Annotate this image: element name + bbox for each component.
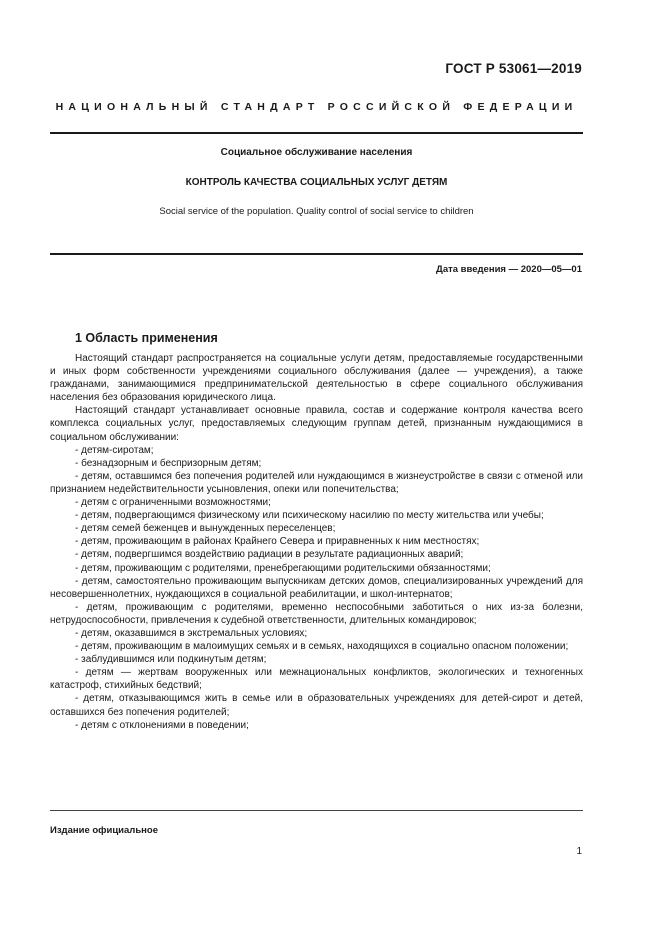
list-item: - детям с отклонениями в поведении; [75, 719, 249, 731]
list-item: - детям, проживающим в районах Крайнего Севера и приравненных к ним местностях; [75, 536, 480, 548]
official-edition-label: Издание официальное [50, 825, 158, 836]
title-divider [50, 253, 583, 255]
list-item: - детям, проживающим с родителями, временно неспособными заботиться о них из-за болезни, нетрудоспособности, привлечения к судебной ответственности, длительных командировок; [50, 601, 583, 626]
section-heading: 1 Область применения [75, 331, 218, 345]
list-item: - детям, отказывающимся жить в семье или в образовательных учреждениях для детей-сирот и детей, оставшихся без попечения родителей; [50, 693, 583, 718]
section-body [50, 352, 583, 732]
list-item: - безнадзорным и беспризорным детям; [75, 457, 262, 469]
national-standard-banner: НАЦИОНАЛЬНЫЙ СТАНДАРТ РОССИЙСКОЙ ФЕДЕРАЦИИ [55, 101, 578, 113]
list-item: - детям — жертвам вооруженных или межнациональных конфликтов, экологических и техногенных катастроф, стихийных бедствий; [50, 667, 583, 692]
list-item: - детям, подвергшимся воздействию радиации в результате радиационных аварий; [75, 549, 464, 561]
page-number: 1 [576, 846, 582, 857]
list-item: - детям, оставшимся без попечения родителей или нуждающимся в жизнеустройстве в связи с отменой или признанием недействительности усыновления, опеки или попечительства; [50, 470, 583, 495]
list-item: - детям, проживающим с родителями, пренебрегающими родительскими обязанностями; [75, 562, 491, 574]
list-item: - детям, самостоятельно проживающим выпускникам детских домов, специализированных учреждений для несовершеннолетних, нуждающихся в социальной реабилитации, и школ-интернатов; [50, 575, 583, 600]
document-subtitle: Социальное обслуживание населения [220, 147, 413, 158]
list-item: - детям семей беженцев и вынужденных переселенцев; [75, 523, 336, 535]
header-divider [50, 132, 583, 134]
list-item: - детям с ограниченными возможностями; [75, 497, 271, 509]
list-item: - заблудившимся или подкинутым детям; [75, 654, 267, 666]
footer-divider [50, 810, 583, 811]
list-item: - детям, подвергающимся физическому или психическому насилию по месту жительства или учебы; [75, 510, 544, 522]
gost-number: ГОСТ Р 53061—2019 [445, 61, 582, 76]
paragraph: Настоящий стандарт устанавливает основные правила, состав и содержание контроля качества всего комплекса социальных услуг, предоставляемых следующим группам детей, признанным нуждающимися в социальном обслуживании: [50, 405, 583, 443]
list-item: - детям, проживающим в малоимущих семьях и в семьях, находящихся в социально опасном положении; [75, 641, 569, 653]
introduction-date: Дата введения — 2020—05—01 [436, 264, 582, 275]
document-title: КОНТРОЛЬ КАЧЕСТВА СОЦИАЛЬНЫХ УСЛУГ ДЕТЯМ [185, 177, 448, 188]
english-title: Social service of the population. Quality control of social service to children [159, 206, 474, 217]
paragraph: Настоящий стандарт распространяется на социальные услуги детям, предоставляемые государственными и иных форм собственности учреждениями социального обслуживания (далее — учреждения), а также гражданами, занимающимися предпринимательской деятельностью в сфере социального обслуживания населения без образования юридического лица. [50, 353, 583, 404]
list-item: - детям-сиротам; [75, 444, 154, 456]
list-item: - детям, оказавшимся в экстремальных условиях; [75, 627, 308, 639]
